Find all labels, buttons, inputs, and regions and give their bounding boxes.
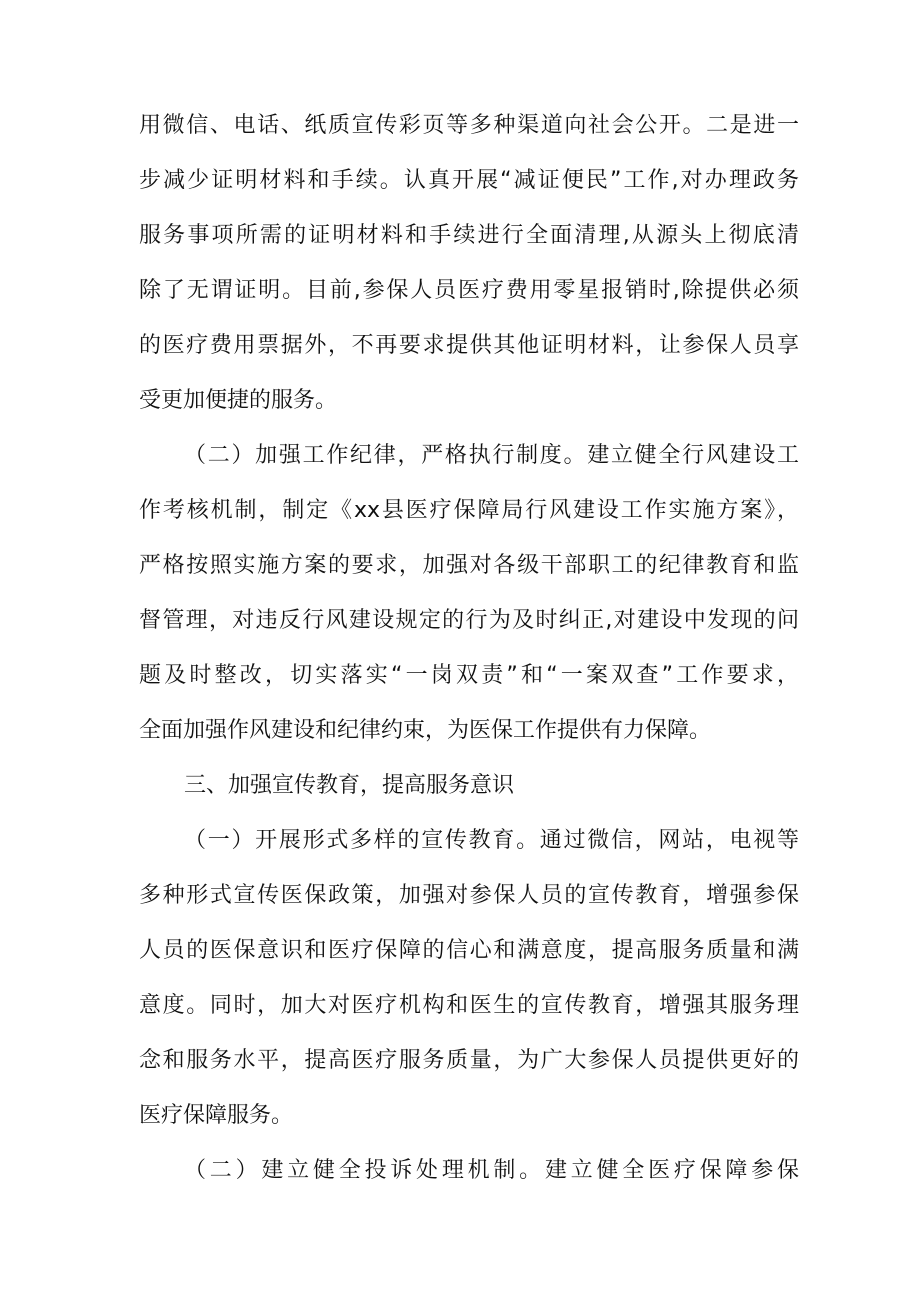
text-line: 人员的医保意识和医疗保障的信心和满意度，提高服务质量和满 — [139, 938, 799, 963]
text-line: 的医疗费用票据外，不再要求提供其他证明材料，让参保人员享 — [139, 333, 799, 358]
paragraph-first-line: （二）加强工作纪律，严格执行制度。建立健全行风建设工 — [184, 443, 799, 468]
text-line: 服务事项所需的证明材料和手续进行全面清理,从源头上彻底清 — [139, 223, 799, 248]
text-line: 作考核机制，制定《xx县医疗保障局行风建设工作实施方案》， — [139, 498, 799, 523]
text-line: 意度。同时，加大对医疗机构和医生的宣传教育，增强其服务理 — [139, 993, 799, 1018]
paragraph-first-line: （一）开展形式多样的宣传教育。通过微信，网站，电视等 — [184, 828, 799, 853]
text-line: 步减少证明材料和手续。认真开展“减证便民”工作,对办理政务 — [139, 168, 799, 193]
paragraph-first-line: （二）建立健全投诉处理机制。建立健全医疗保障参保 — [184, 1158, 799, 1183]
text-line: 念和服务水平，提高医疗服务质量，为广大参保人员提供更好的 — [139, 1048, 799, 1073]
text-line: 题及时整改，切实落实“一岗双责”和“一案双查”工作要求， — [139, 663, 799, 688]
text-line: 严格按照实施方案的要求，加强对各级干部职工的纪律教育和监 — [139, 553, 799, 578]
text-line: 用微信、电话、纸质宣传彩页等多种渠道向社会公开。二是进一 — [139, 113, 799, 138]
section-heading: 三、加强宣传教育，提高服务意识 — [184, 773, 515, 798]
text-line: 多种形式宣传医保政策，加强对参保人员的宣传教育，增强参保 — [139, 883, 799, 908]
text-line: 除了无谓证明。目前,参保人员医疗费用零星报销时,除提供必须 — [139, 278, 799, 303]
text-line: 医疗保障服务。 — [139, 1103, 294, 1128]
text-line: 受更加便捷的服务。 — [139, 388, 338, 413]
text-line: 督管理，对违反行风建设规定的行为及时纠正,对建设中发现的问 — [139, 608, 799, 633]
text-line: 全面加强作风建设和纪律约束，为医保工作提供有力保障。 — [139, 718, 712, 743]
